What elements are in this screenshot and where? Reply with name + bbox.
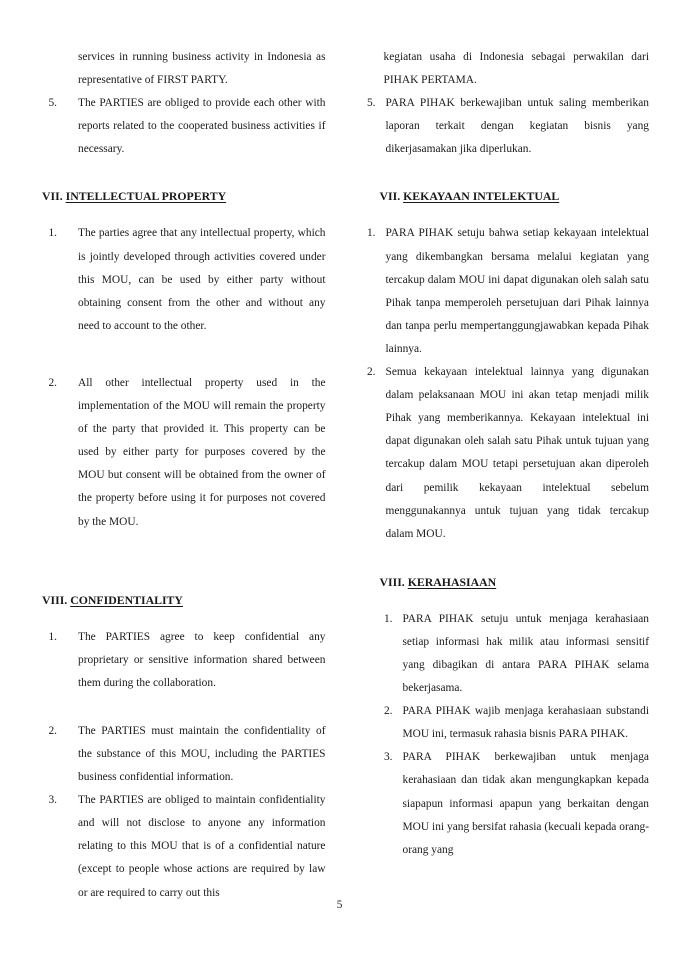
list-item bbox=[358, 222, 650, 361]
list-item-number: 1. bbox=[383, 612, 393, 625]
list-item-number: 5. bbox=[366, 97, 376, 110]
list-item-number: 2. bbox=[383, 705, 393, 718]
section-vii-right-items bbox=[358, 222, 650, 545]
section-heading-viii-right bbox=[358, 572, 650, 592]
section-roman: VII. bbox=[379, 189, 401, 204]
section-title: CONFIDENTIALITY bbox=[70, 592, 183, 607]
list-item bbox=[358, 92, 650, 161]
list-item-number: 2. bbox=[48, 724, 57, 737]
left-column-english bbox=[0, 0, 340, 905]
left-continued-list bbox=[36, 92, 326, 161]
section-roman: VIII. bbox=[379, 574, 405, 589]
list-item-number: 1. bbox=[366, 227, 376, 240]
section-viii-left-items bbox=[36, 626, 326, 905]
section-title: INTELLECTUAL PROPERTY bbox=[65, 189, 227, 204]
list-item-number: 5. bbox=[48, 97, 57, 110]
list-item-number: 1. bbox=[48, 630, 57, 643]
list-item bbox=[36, 789, 326, 904]
section-roman: VII. bbox=[42, 189, 63, 204]
list-item-number: 2. bbox=[366, 366, 376, 379]
list-item bbox=[358, 746, 650, 861]
list-item bbox=[36, 720, 326, 789]
section-heading-vii-left bbox=[36, 186, 326, 206]
list-item bbox=[36, 222, 326, 337]
list-item bbox=[36, 92, 326, 161]
list-item bbox=[358, 361, 650, 546]
list-item-text: The PARTIES are obliged to provide each other with reports related to the cooperated business activities if necessary. bbox=[78, 97, 326, 156]
list-item bbox=[358, 608, 650, 700]
spacer bbox=[36, 695, 326, 720]
list-item-text: The PARTIES must maintain the confidentiality of the substance of this MOU, including the PARTIES business confidential information. bbox=[78, 724, 326, 784]
section-title: KERAHASIAAN bbox=[407, 574, 497, 589]
section-heading-viii-left bbox=[36, 590, 326, 610]
list-item-number: 3. bbox=[48, 794, 57, 807]
spacer bbox=[36, 161, 326, 186]
spacer bbox=[36, 534, 326, 590]
list-item-number: 3. bbox=[383, 751, 393, 764]
right-column-indonesian bbox=[340, 0, 679, 862]
list-item-text: The PARTIES are obliged to maintain confidentiality and will not disclose to anyone any information relating to this MOU that is of a confidential nature (except to people whose actions are required by law or are required to carry out this bbox=[78, 794, 326, 899]
left-continued-paragraph: services in running business activity in Indonesia as representative of FIRST PARTY. bbox=[78, 51, 326, 87]
page-number: 5 bbox=[336, 899, 343, 911]
spacer bbox=[358, 592, 650, 608]
spacer bbox=[358, 206, 650, 222]
list-item-text: PARA PIHAK berkewajiban untuk menjaga kerahasiaan dan tidak akan mengungkapkan kepada siapapun informasi apapun yang berkaitan dengan MOU ini yang bersifat rahasia (kecuali kepada orang-orang yang bbox=[402, 751, 649, 856]
list-item bbox=[36, 372, 326, 534]
section-heading-vii-right bbox=[358, 186, 650, 206]
list-item-text: The PARTIES agree to keep confidential any proprietary or sensitive information shared between them during the collaboration. bbox=[78, 630, 326, 689]
list-item bbox=[36, 626, 326, 695]
list-item-number: 1. bbox=[48, 227, 57, 240]
spacer bbox=[358, 546, 650, 572]
list-item-text: PARA PIHAK wajib menjaga kerahasiaan substandi MOU ini, termasuk rahasia bisnis PARA PIHAK. bbox=[402, 705, 649, 741]
right-continued-paragraph: kegiatan usaha di Indonesia sebagai perwakilan dari PIHAK PERTAMA. bbox=[383, 51, 649, 87]
list-item-text: PARA PIHAK setuju untuk menjaga kerahasiaan setiap informasi hak milik atau informasi sensitif yang dibagikan di antara PARA PIHAK selama bekerjasama. bbox=[402, 612, 649, 695]
list-item-text: The parties agree that any intellectual property, which is jointly developed through activities covered under this MOU, can be used by either party without obtaining consent from the other and without any need to account to the other. bbox=[78, 227, 326, 332]
spacer bbox=[36, 610, 326, 626]
spacer bbox=[358, 161, 650, 186]
right-continued-list bbox=[358, 92, 650, 161]
list-item-text: PARA PIHAK setuju bahwa setiap kekayaan intelektual yang dikembangkan bersama melalui kegiatan yang tercakup dalam MOU ini dapat digunakan oleh salah satu Pihak tanpa memperoleh persetujuan dari Pihak lainnya dan tanpa perlu mempertanggungjawabkan kepada Pihak lainnya. bbox=[385, 227, 649, 355]
list-item bbox=[358, 700, 650, 746]
section-roman: VIII. bbox=[42, 592, 68, 607]
section-viii-right-items bbox=[358, 608, 650, 862]
list-item-text: All other intellectual property used in the implementation of the MOU will remain the property of the party that provided it. This property can be used by either party for purposes covered by the MOU but consent will be obtained from the owner of the property before using it for purposes not covered by the MOU. bbox=[78, 376, 326, 528]
list-item-text: Semua kekayaan intelektual lainnya yang digunakan dalam pelaksanaan MOU ini akan tetap menjadi milik Pihak yang memberikannya. Kekayaan intelektual ini dapat digunakan oleh salah satu Pihak untuk tujuan yang tercakup dalam MOU tetapi persetujuan akan diperoleh dari pemilik kekayaan intelektual sebelum menggunakannya untuk tujuan yang tidak tercakup dalam MOU. bbox=[385, 366, 649, 540]
section-title: KEKAYAAN INTELEKTUAL bbox=[403, 189, 560, 204]
spacer bbox=[36, 338, 326, 372]
section-vii-left-items bbox=[36, 222, 326, 533]
list-item-number: 2. bbox=[48, 376, 57, 389]
spacer bbox=[36, 206, 326, 222]
list-item-text: PARA PIHAK berkewajiban untuk saling memberikan laporan terkait dengan kegiatan bisnis yang dikerjasamakan jika diperlukan. bbox=[385, 97, 649, 156]
